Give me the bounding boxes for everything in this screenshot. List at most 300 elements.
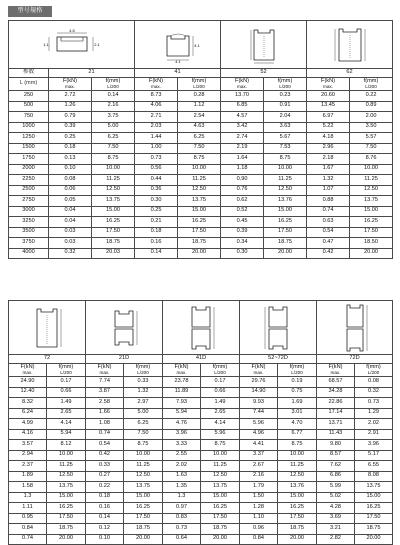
d-header: f(mm) L/200 — [278, 364, 317, 377]
deflection-cell: 2.04 — [264, 112, 307, 123]
load-cell: 3.37 — [240, 450, 278, 461]
model-header-row — [9, 69, 393, 78]
load-cell: 0.08 — [49, 175, 92, 186]
load-cell: 0.54 — [86, 440, 124, 451]
length-cell: 3250 — [9, 217, 49, 228]
load-cell: 12.40 — [9, 387, 47, 398]
load-cell: 1.08 — [86, 419, 124, 430]
deflection-cell: 0.32 — [355, 387, 393, 398]
length-cell: 2500 — [9, 185, 49, 196]
deflection-cell: 7.50 — [178, 143, 221, 154]
deflection-cell: 1.12 — [178, 101, 221, 112]
table-row — [9, 419, 393, 430]
length-cell: 750 — [9, 112, 49, 123]
load-cell: 0.06 — [49, 185, 92, 196]
table-row — [9, 133, 393, 144]
deflection-cell: 8.75 — [178, 154, 221, 165]
table-row — [9, 408, 393, 419]
deflection-cell: 0.66 — [47, 387, 86, 398]
deflection-cell: 18.75 — [355, 524, 393, 535]
deflection-cell: 13.75 — [201, 482, 240, 493]
deflection-cell: 20.00 — [47, 534, 86, 545]
deflection-cell: 3.75 — [92, 112, 135, 123]
load-cell: 0.10 — [49, 164, 92, 175]
section-tag: 型号規格 — [8, 6, 52, 17]
deflection-cell: 6.25 — [124, 419, 163, 430]
table-row — [9, 112, 393, 123]
deflection-cell: 13.75 — [178, 196, 221, 207]
table-row — [9, 503, 393, 514]
load-cell: 1.00 — [135, 143, 178, 154]
deflection-cell: 11.25 — [178, 175, 221, 186]
length-cell: 2000 — [9, 164, 49, 175]
table-row — [9, 227, 393, 238]
load-cell: 5.02 — [317, 492, 355, 503]
model-62-header: 62 — [307, 69, 393, 78]
length-cell: 3000 — [9, 206, 49, 217]
length-cell: 2250 — [9, 175, 49, 186]
load-cell: 0.52 — [221, 206, 264, 217]
length-cell: 4000 — [9, 248, 49, 259]
model-41-header: 41 — [135, 69, 221, 78]
deflection-cell: 10.00 — [124, 450, 163, 461]
load-cell: 1.64 — [221, 154, 264, 165]
deflection-cell: 17.50 — [355, 513, 393, 524]
load-cell: 2.16 — [240, 471, 278, 482]
load-cell: 0.62 — [221, 196, 264, 207]
deflection-cell: 1.49 — [201, 398, 240, 409]
table-row — [9, 196, 393, 207]
f-header: F(kN) max. — [9, 364, 47, 377]
load-cell: 17.14 — [317, 408, 355, 419]
load-cell: 4.99 — [9, 419, 47, 430]
deflection-cell: 20.03 — [92, 248, 135, 259]
deflection-cell: 8.75 — [278, 440, 317, 451]
deflection-cell: 10.00 — [201, 450, 240, 461]
deflection-cell: 13.76 — [278, 482, 317, 493]
dim-height-label: 1.1 — [42, 41, 49, 47]
deflection-cell: 0.17 — [47, 377, 86, 388]
table-row — [9, 154, 393, 165]
load-cell: 0.33 — [86, 461, 124, 472]
channel-21-drawing — [37, 28, 107, 62]
load-cell: 2.19 — [221, 143, 264, 154]
d-header: f(mm) L/200 — [47, 364, 86, 377]
deflection-cell: 17.50 — [350, 227, 393, 238]
channel-52-drawing — [239, 24, 289, 66]
load-cell: 0.97 — [163, 503, 201, 514]
load-cell: 22.86 — [317, 398, 355, 409]
deflection-cell: 17.50 — [278, 513, 317, 524]
load-cell: 0.56 — [135, 164, 178, 175]
load-cell: 4.76 — [163, 419, 201, 430]
deflection-cell: 15.00 — [178, 206, 221, 217]
deflection-cell: 17.50 — [47, 513, 86, 524]
deflection-cell: 13.75 — [350, 196, 393, 207]
deflection-cell: 2.91 — [355, 429, 393, 440]
unit-header-row — [9, 364, 393, 377]
length-cell: 1500 — [9, 143, 49, 154]
load-cell: 0.25 — [49, 133, 92, 144]
load-cell: 4.96 — [240, 429, 278, 440]
load-cell: 0.13 — [49, 154, 92, 165]
load-cell: 0.30 — [135, 196, 178, 207]
load-cell: 8.73 — [135, 91, 178, 102]
deflection-cell: 16.25 — [124, 503, 163, 514]
load-cell: 3.87 — [86, 387, 124, 398]
load-cell: 0.76 — [221, 185, 264, 196]
load-cell: 4.57 — [221, 112, 264, 123]
load-cell: 0.44 — [135, 175, 178, 186]
profile-figure-72 — [9, 301, 86, 355]
d-header: f(mm) L/200 — [178, 78, 221, 91]
deflection-cell: 20.00 — [278, 534, 317, 545]
bottom-data-body — [9, 377, 393, 545]
channel-21d-drawing — [104, 305, 144, 351]
load-cell: 0.90 — [221, 175, 264, 186]
length-cell: 1000 — [9, 122, 49, 133]
load-cell: 0.22 — [86, 482, 124, 493]
load-cell: 0.03 — [49, 238, 92, 249]
spec-table-top — [8, 20, 393, 259]
profile-figure-52-72d — [240, 301, 317, 355]
f-header: F(kN) max. — [221, 78, 264, 91]
deflection-cell: 17.50 — [201, 513, 240, 524]
profile-figure-41 — [135, 21, 221, 69]
length-cell: 3750 — [9, 238, 49, 249]
length-cell: 500 — [9, 101, 49, 112]
deflection-cell: 0.91 — [264, 101, 307, 112]
profile-figure-52 — [221, 21, 307, 69]
param-label: 参数 — [9, 69, 49, 78]
table-row — [9, 248, 393, 259]
load-cell: 2.02 — [163, 461, 201, 472]
deflection-cell: 15.00 — [278, 492, 317, 503]
deflection-cell: 0.17 — [201, 377, 240, 388]
load-cell: 9.80 — [317, 440, 355, 451]
deflection-cell: 13.75 — [92, 196, 135, 207]
deflection-cell: 7.50 — [92, 143, 135, 154]
deflection-cell: 12.50 — [47, 471, 86, 482]
f-header: F(kN) max. — [240, 364, 278, 377]
load-cell: 0.12 — [86, 524, 124, 535]
profile-figure-21d — [86, 301, 163, 355]
model-52-header: 52 — [221, 69, 307, 78]
load-cell: 1.18 — [221, 164, 264, 175]
load-cell: 1.44 — [135, 133, 178, 144]
deflection-cell: 3.96 — [355, 440, 393, 451]
deflection-cell: 18.75 — [178, 238, 221, 249]
model-41d-header: 41D — [163, 355, 240, 364]
deflection-cell: 18.75 — [47, 524, 86, 535]
deflection-cell: 6.77 — [278, 429, 317, 440]
deflection-cell: 2.65 — [201, 408, 240, 419]
deflection-cell: 12.50 — [264, 185, 307, 196]
load-cell: 7.44 — [240, 408, 278, 419]
deflection-cell: 4.70 — [278, 419, 317, 430]
profile-figure-41d — [163, 301, 240, 355]
deflection-cell: 11.25 — [350, 175, 393, 186]
deflection-cell: 4.63 — [178, 122, 221, 133]
channel-72d-drawing — [335, 303, 375, 353]
load-cell: 0.30 — [221, 248, 264, 259]
load-cell: 8.57 — [317, 450, 355, 461]
table-row — [9, 398, 393, 409]
profile-figure-62 — [307, 21, 393, 69]
load-cell: 0.27 — [86, 471, 124, 482]
deflection-cell: 6.25 — [178, 133, 221, 144]
deflection-cell: 20.00 — [201, 534, 240, 545]
load-cell: 5.99 — [317, 482, 355, 493]
deflection-cell: 20.00 — [178, 248, 221, 259]
load-cell: 0.73 — [135, 154, 178, 165]
channel-52-72d-drawing — [258, 304, 298, 352]
load-cell: 1.35 — [163, 482, 201, 493]
load-cell: 1.3 — [9, 492, 47, 503]
deflection-cell: 3.01 — [278, 408, 317, 419]
model-21d-header: 21D — [86, 355, 163, 364]
length-cell: 2750 — [9, 196, 49, 207]
load-cell: 6.85 — [221, 101, 264, 112]
load-cell: 14.90 — [240, 387, 278, 398]
figure-row — [9, 21, 393, 69]
load-cell: 2.74 — [221, 133, 264, 144]
deflection-cell: 11.25 — [92, 175, 135, 186]
deflection-cell: 17.50 — [264, 227, 307, 238]
table-row — [9, 91, 393, 102]
load-cell: 0.54 — [307, 227, 350, 238]
table-row — [9, 440, 393, 451]
deflection-cell: 20.00 — [124, 534, 163, 545]
load-cell: 13.71 — [317, 419, 355, 430]
deflection-cell: 0.89 — [350, 101, 393, 112]
table-row — [9, 143, 393, 154]
load-cell: 1.07 — [307, 185, 350, 196]
load-cell: 0.47 — [307, 238, 350, 249]
load-cell: 3.96 — [163, 429, 201, 440]
table-row — [9, 122, 393, 133]
deflection-cell: 2.65 — [47, 408, 86, 419]
load-cell: 2.37 — [9, 461, 47, 472]
load-cell: 6.24 — [9, 408, 47, 419]
deflection-cell: 17.50 — [178, 227, 221, 238]
deflection-cell: 8.75 — [124, 440, 163, 451]
deflection-cell: 6.55 — [355, 461, 393, 472]
table-row — [9, 175, 393, 186]
load-cell: 0.83 — [163, 513, 201, 524]
deflection-cell: 18.50 — [350, 238, 393, 249]
load-cell: 2.96 — [307, 143, 350, 154]
load-cell: 1.10 — [240, 513, 278, 524]
load-cell: 4.18 — [307, 133, 350, 144]
f-header: F(kN) max. — [86, 364, 124, 377]
load-cell: 13.45 — [307, 101, 350, 112]
spec-table-bottom — [8, 300, 393, 545]
load-cell: 1.79 — [240, 482, 278, 493]
deflection-cell: 7.53 — [264, 143, 307, 154]
load-cell: 3.33 — [163, 440, 201, 451]
deflection-cell: 1.29 — [355, 408, 393, 419]
deflection-cell: 18.75 — [124, 524, 163, 535]
table-row — [9, 238, 393, 249]
load-cell: 0.18 — [86, 492, 124, 503]
load-cell: 0.73 — [163, 524, 201, 535]
load-cell: 0.84 — [9, 524, 47, 535]
deflection-cell: 16.25 — [355, 503, 393, 514]
deflection-cell: 1.49 — [47, 398, 86, 409]
deflection-cell: 8.75 — [264, 154, 307, 165]
d-header: f(mm) L/200 — [355, 364, 393, 377]
model-21-header: 21 — [49, 69, 135, 78]
load-cell: 24.90 — [9, 377, 47, 388]
deflection-cell: 5.00 — [92, 122, 135, 133]
table-row — [9, 492, 393, 503]
load-cell: 1.63 — [163, 471, 201, 482]
deflection-cell: 11.25 — [47, 461, 86, 472]
figure-row — [9, 301, 393, 355]
load-cell: 0.10 — [86, 534, 124, 545]
load-cell: 1.3 — [163, 492, 201, 503]
load-cell: 0.64 — [163, 534, 201, 545]
load-cell: 0.36 — [135, 185, 178, 196]
load-cell: 4.28 — [317, 503, 355, 514]
load-cell: 0.05 — [49, 196, 92, 207]
deflection-cell: 16.25 — [92, 217, 135, 228]
deflection-cell: 11.25 — [201, 461, 240, 472]
deflection-cell: 15.00 — [264, 206, 307, 217]
deflection-cell: 8.75 — [201, 440, 240, 451]
table-row — [9, 429, 393, 440]
deflection-cell: 4.14 — [47, 419, 86, 430]
deflection-cell: 13.75 — [124, 482, 163, 493]
deflection-cell: 12.50 — [92, 185, 135, 196]
deflection-cell: 8.12 — [47, 440, 86, 451]
load-cell: 5.96 — [240, 419, 278, 430]
load-cell: 0.21 — [135, 217, 178, 228]
table-row — [9, 461, 393, 472]
f-header: F(kN) max. — [135, 78, 178, 91]
table-row — [9, 387, 393, 398]
deflection-cell: 11.25 — [278, 461, 317, 472]
deflection-cell: 12.50 — [350, 185, 393, 196]
deflection-cell: 0.33 — [124, 377, 163, 388]
deflection-cell: 0.23 — [264, 91, 307, 102]
load-cell: 0.45 — [221, 217, 264, 228]
load-cell: 0.74 — [307, 206, 350, 217]
load-cell: 9.93 — [240, 398, 278, 409]
deflection-cell: 16.25 — [178, 217, 221, 228]
channel-41d-drawing — [181, 304, 221, 352]
deflection-cell: 8.08 — [355, 471, 393, 482]
load-cell: 0.95 — [9, 513, 47, 524]
f-header: F(kN) max. — [163, 364, 201, 377]
table-row — [9, 206, 393, 217]
deflection-cell: 16.25 — [278, 503, 317, 514]
table-row — [9, 164, 393, 175]
deflection-cell: 8.76 — [350, 154, 393, 165]
deflection-cell: 10.00 — [278, 450, 317, 461]
deflection-cell: 12.50 — [178, 185, 221, 196]
length-cell: 250 — [9, 91, 49, 102]
load-cell: 1.66 — [86, 408, 124, 419]
load-cell: 1.67 — [307, 164, 350, 175]
dim-width-label: 4.5 — [68, 27, 75, 33]
table-row — [9, 101, 393, 112]
deflection-cell: 2.00 — [350, 112, 393, 123]
deflection-cell: 11.25 — [264, 175, 307, 186]
load-cell: 0.42 — [307, 248, 350, 259]
table-row — [9, 524, 393, 535]
d-header: f(mm) L/200 — [201, 364, 240, 377]
f-header: F(kN) max. — [49, 78, 92, 91]
table-row — [9, 377, 393, 388]
deflection-cell: 1.32 — [124, 387, 163, 398]
deflection-cell: 0.66 — [201, 387, 240, 398]
load-cell: 11.43 — [317, 429, 355, 440]
load-cell: 0.74 — [86, 429, 124, 440]
load-cell: 3.57 — [9, 440, 47, 451]
deflection-cell: 5.00 — [124, 408, 163, 419]
channel-72-drawing — [27, 305, 67, 351]
load-cell: 4.16 — [9, 429, 47, 440]
deflection-cell: 2.97 — [124, 398, 163, 409]
load-cell: 0.42 — [86, 450, 124, 461]
deflection-cell: 5.67 — [264, 133, 307, 144]
top-data-body — [9, 91, 393, 259]
load-cell: 13.70 — [221, 91, 264, 102]
deflection-cell: 12.50 — [201, 471, 240, 482]
load-cell: 1.26 — [49, 101, 92, 112]
deflection-cell: 17.50 — [124, 513, 163, 524]
load-cell: 68.57 — [317, 377, 355, 388]
deflection-cell: 5.94 — [47, 429, 86, 440]
load-cell: 0.32 — [49, 248, 92, 259]
load-cell: 4.06 — [135, 101, 178, 112]
deflection-cell: 0.08 — [355, 377, 393, 388]
table-row — [9, 185, 393, 196]
deflection-cell: 15.00 — [355, 492, 393, 503]
deflection-cell: 7.50 — [124, 429, 163, 440]
load-cell: 0.16 — [135, 238, 178, 249]
deflection-cell: 2.54 — [178, 112, 221, 123]
d-header: f(mm) L/200 — [124, 364, 163, 377]
load-cell: 5.22 — [307, 122, 350, 133]
load-cell: 7.74 — [86, 377, 124, 388]
model-72d-header: 72D — [317, 355, 393, 364]
unit-header-row — [9, 78, 393, 91]
load-cell: 3.69 — [317, 513, 355, 524]
load-cell: 3.42 — [221, 122, 264, 133]
load-cell: 29.76 — [240, 377, 278, 388]
load-cell: 6.86 — [317, 471, 355, 482]
load-cell: 2.55 — [163, 450, 201, 461]
load-cell: 6.97 — [307, 112, 350, 123]
deflection-cell: 11.25 — [124, 461, 163, 472]
load-cell: 23.78 — [163, 377, 201, 388]
deflection-cell: 5.96 — [201, 429, 240, 440]
load-cell: 2.58 — [86, 398, 124, 409]
load-cell: 2.82 — [317, 534, 355, 545]
deflection-cell: 12.50 — [124, 471, 163, 482]
load-cell: 34.28 — [317, 387, 355, 398]
table-row — [9, 471, 393, 482]
deflection-cell: 5.17 — [355, 450, 393, 461]
deflection-cell: 6.25 — [92, 133, 135, 144]
d-header: f(mm) L/200 — [350, 78, 393, 91]
deflection-cell: 7.50 — [350, 143, 393, 154]
load-cell: 0.16 — [86, 503, 124, 514]
deflection-cell: 16.25 — [47, 503, 86, 514]
